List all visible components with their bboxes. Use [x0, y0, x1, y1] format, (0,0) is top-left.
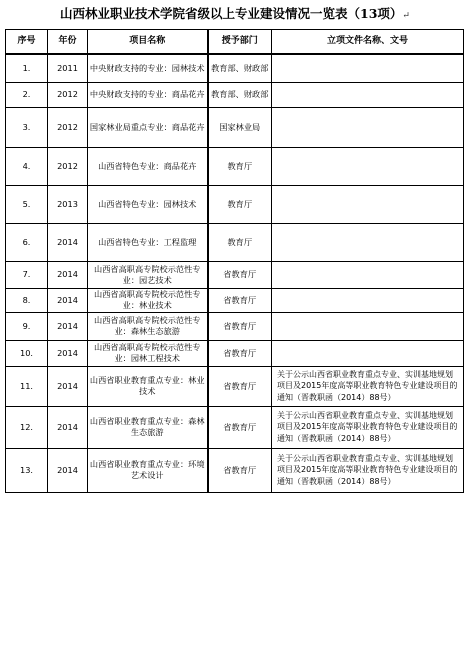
cell-project: 山西省高职高专院校示范性专业：园艺技术: [88, 261, 208, 288]
cell-project: 国家林业局重点专业：商品花卉: [88, 107, 208, 147]
cell-no: 2.: [6, 82, 48, 107]
cell-docs: 关于公示山西省职业教育重点专业、实训基地规划项目及2015年度高等职业教育特色专业建设项目的通知（晋教职函（2014）88号）: [272, 406, 464, 448]
cell-project: 山西省高职高专院校示范性专业：森林生态旅游: [88, 312, 208, 340]
cell-no: 11.: [6, 366, 48, 406]
cell-year: 2014: [48, 366, 88, 406]
table-row: [6, 54, 464, 82]
cell-docs: [272, 261, 464, 288]
cell-no: 3.: [6, 107, 48, 147]
page-title-text: 山西林业职业技术学院省级以上专业建设情况一览表（13项）: [60, 6, 403, 21]
cell-no: 13.: [6, 448, 48, 492]
cell-dept: 教育部、财政部: [208, 82, 272, 107]
cell-year: 2014: [48, 406, 88, 448]
header-project: 项目名称: [88, 30, 208, 55]
cell-docs: [272, 147, 464, 185]
cell-year: 2014: [48, 312, 88, 340]
cell-year: 2013: [48, 185, 88, 223]
project-table-wrap: [5, 29, 463, 493]
cell-docs: 关于公示山西省职业教育重点专业、实训基地规划项目及2015年度高等职业教育特色专业建设项目的通知（晋教职函（2014）88号）: [272, 448, 464, 492]
header-year: 年份: [48, 30, 88, 55]
header-docs: 立项文件名称、文号: [272, 30, 464, 55]
table-row: [6, 312, 464, 340]
cell-no: 12.: [6, 406, 48, 448]
cell-docs: [272, 288, 464, 312]
cell-project: 中央财政支持的专业：商品花卉: [88, 82, 208, 107]
cell-project: 山西省高职高专院校示范性专业：园林工程技术: [88, 340, 208, 366]
cell-project: 山西省职业教育重点专业：森林生态旅游: [88, 406, 208, 448]
paragraph-mark: ↵: [402, 11, 410, 21]
table-row: [6, 147, 464, 185]
table-row: [6, 261, 464, 288]
page-title: [0, 6, 470, 24]
cell-year: 2012: [48, 82, 88, 107]
cell-dept: 教育部、财政部: [208, 54, 272, 82]
table-row: [6, 107, 464, 147]
cell-dept: 省教育厅: [208, 406, 272, 448]
table-row: [6, 223, 464, 261]
cell-docs: [272, 223, 464, 261]
table-body: [6, 54, 464, 492]
cell-year: 2012: [48, 147, 88, 185]
cell-no: 1.: [6, 54, 48, 82]
table-row: [6, 82, 464, 107]
cell-dept: 国家林业局: [208, 107, 272, 147]
cell-docs: [272, 54, 464, 82]
cell-year: 2014: [48, 223, 88, 261]
table-row: [6, 366, 464, 406]
cell-no: 6.: [6, 223, 48, 261]
cell-dept: 教育厅: [208, 223, 272, 261]
cell-no: 10.: [6, 340, 48, 366]
cell-docs: [272, 82, 464, 107]
table-header-row: [6, 30, 464, 55]
cell-year: 2014: [48, 340, 88, 366]
header-dept: 授予部门: [208, 30, 272, 55]
cell-no: 4.: [6, 147, 48, 185]
table-row: [6, 448, 464, 492]
header-no: 序号: [6, 30, 48, 55]
table-row: [6, 185, 464, 223]
cell-project: 山西省特色专业：商品花卉: [88, 147, 208, 185]
cell-no: 9.: [6, 312, 48, 340]
cell-project: 山西省高职高专院校示范性专业：林业技术: [88, 288, 208, 312]
table-row: [6, 340, 464, 366]
cell-project: 山西省职业教育重点专业：环境艺术设计: [88, 448, 208, 492]
cell-docs: [272, 340, 464, 366]
cell-year: 2014: [48, 448, 88, 492]
cell-project: 山西省特色专业：工程监理: [88, 223, 208, 261]
cell-project: 山西省特色专业：园林技术: [88, 185, 208, 223]
cell-docs: 关于公示山西省职业教育重点专业、实训基地规划项目及2015年度高等职业教育特色专业建设项目的通知（晋教职函（2014）88号）: [272, 366, 464, 406]
cell-dept: 省教育厅: [208, 288, 272, 312]
table-row: [6, 288, 464, 312]
cell-dept: 省教育厅: [208, 366, 272, 406]
cell-dept: 教育厅: [208, 147, 272, 185]
table-row: [6, 406, 464, 448]
cell-year: 2014: [48, 261, 88, 288]
cell-year: 2012: [48, 107, 88, 147]
cell-dept: 省教育厅: [208, 261, 272, 288]
cell-year: 2014: [48, 288, 88, 312]
cell-dept: 省教育厅: [208, 312, 272, 340]
cell-dept: 省教育厅: [208, 340, 272, 366]
cell-dept: 教育厅: [208, 185, 272, 223]
cell-project: 中央财政支持的专业：园林技术: [88, 54, 208, 82]
cell-dept: 省教育厅: [208, 448, 272, 492]
cell-docs: [272, 312, 464, 340]
cell-no: 5.: [6, 185, 48, 223]
cell-project: 山西省职业教育重点专业：林业技术: [88, 366, 208, 406]
cell-no: 7.: [6, 261, 48, 288]
cell-docs: [272, 185, 464, 223]
cell-year: 2011: [48, 54, 88, 82]
project-table: [5, 29, 464, 493]
cell-no: 8.: [6, 288, 48, 312]
cell-docs: [272, 107, 464, 147]
